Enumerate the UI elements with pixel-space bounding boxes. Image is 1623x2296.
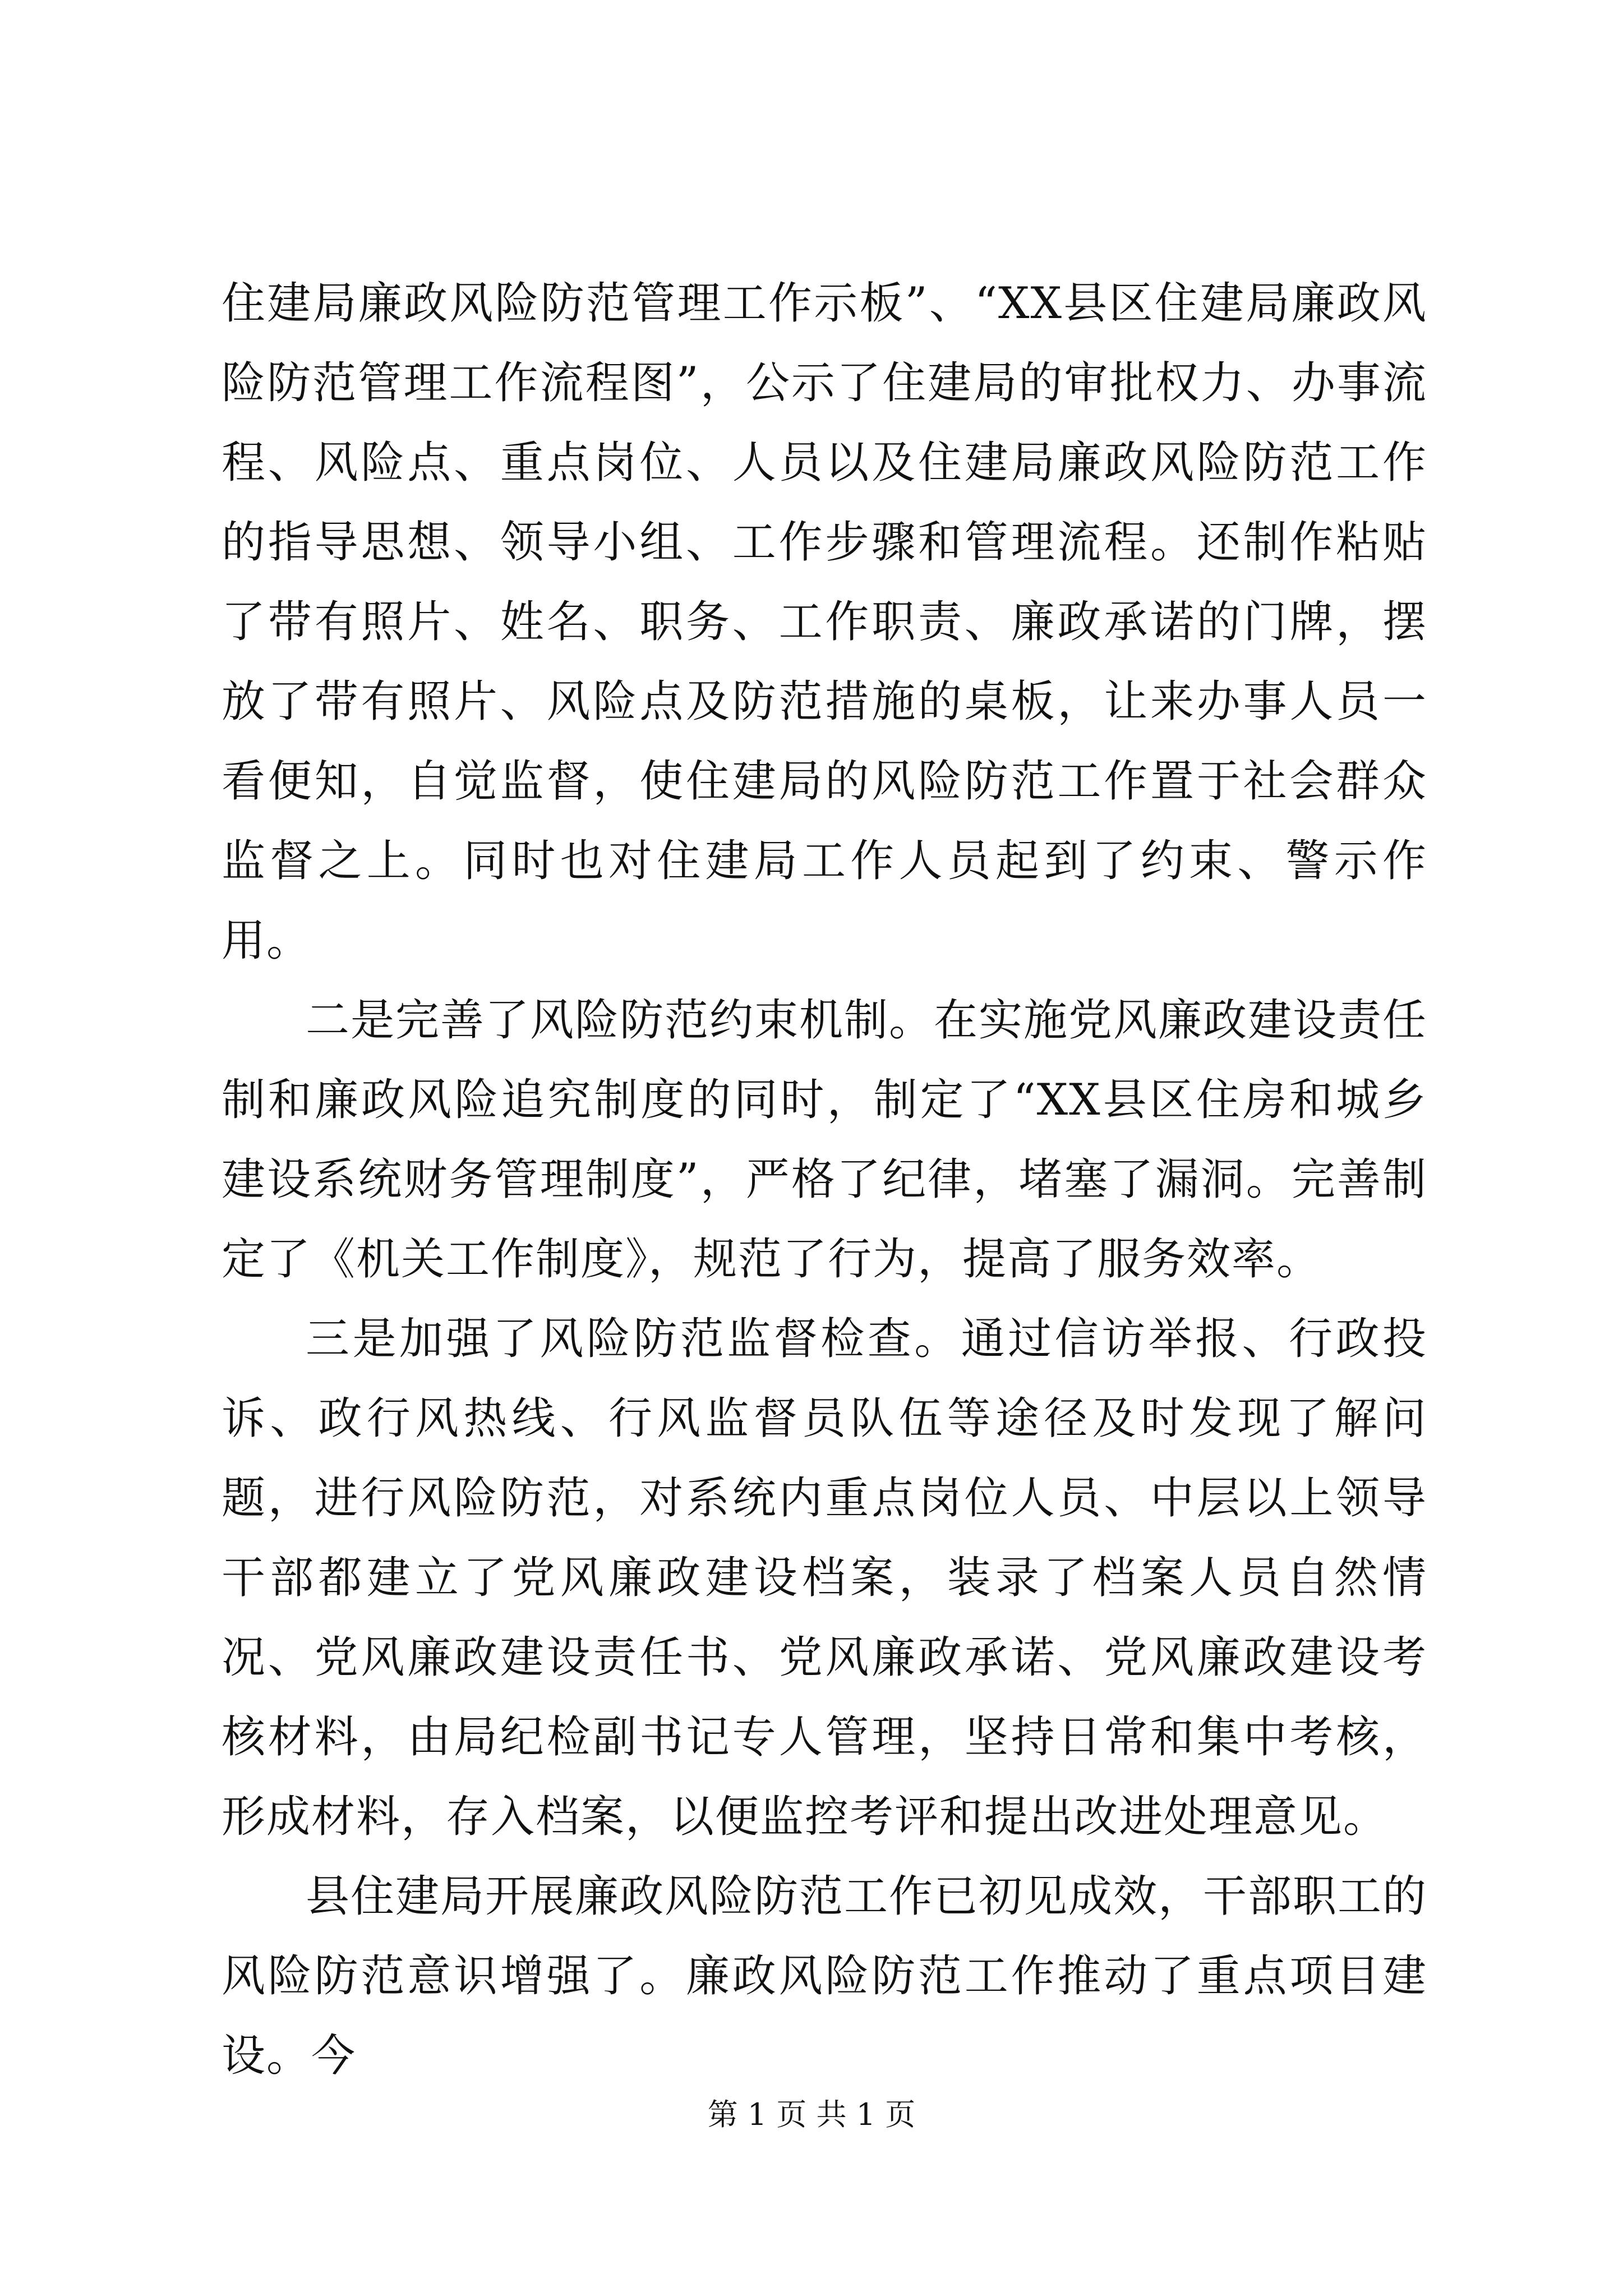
paragraph-results: 县住建局开展廉政风险防范工作已初见成效，干部职工的风险防范意识增强了。廉政风险防范工作推动了重点项目建设。今 — [222, 1871, 1428, 2081]
paragraph-supervision-inspection: 三是加强了风险防范监督检查。通过信访举报、行政投诉、政行风热线、行风监督员队伍等途径及时发现了解问题，进行风险防范，对系统内重点岗位人员、中层以上领导干部都建立了党风廉政建设档案，装录了档案人员自然情况、党风廉政建设责任书、党风廉政承诺、党风廉政建设考核材料，由局纪检副书记专人管理，坚持日常和集中考核，形成材料，存入档案，以便监控考评和提出改进处理意见。 — [222, 1314, 1427, 1842]
document-body — [222, 264, 1427, 2096]
paragraph-constraint-mechanism: 二是完善了风险防范约束机制。在实施党风廉政建设责任制和廉政风险追究制度的同时，制定了“XX县区住房和城乡建设系统财务管理制度”，严格了纪律，堵塞了漏洞。完善制定了《机关工作制度》，规范了行为，提高了服务效率。 — [222, 995, 1428, 1285]
page-footer: 第 1 页 共 1 页 — [707, 2097, 916, 2132]
paragraph-continuation: 住建局廉政风险防范管理工作示板”、“XX县区住建局廉政风险防范管理工作流程图”，公示了住建局的审批权力、办事流程、风险点、重点岗位、人员以及住建局廉政风险防范工作的指导思想、领导小组、工作步骤和管理流程。还制作粘贴了带有照片、姓名、职务、工作职责、廉政承诺的门牌，摆放了带有照片、风险点及防范措施的桌板，让来办事人员一看便知，自觉监督，使住建局的风险防范工作置于社会群众监督之上。同时也对住建局工作人员起到了约束、警示作用。 — [222, 278, 1427, 966]
